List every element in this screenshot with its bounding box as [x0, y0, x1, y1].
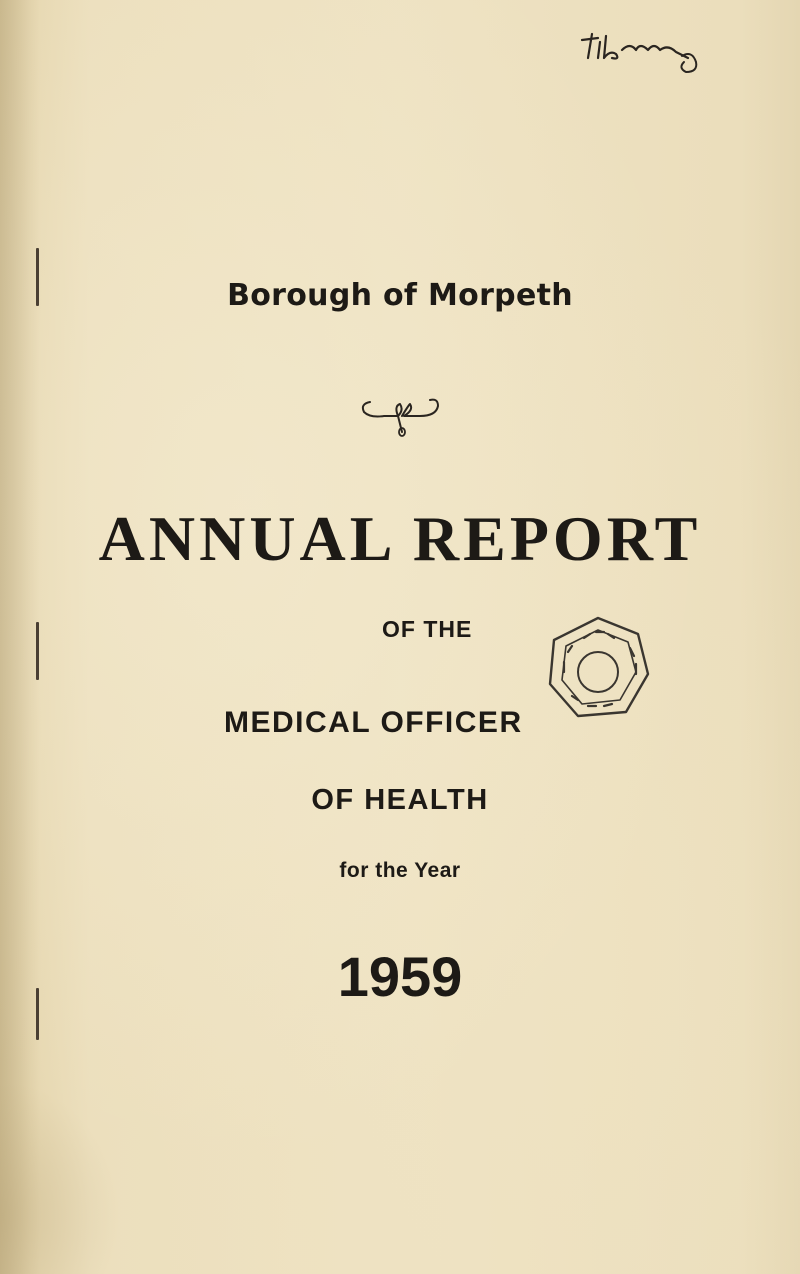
- staple-middle: [36, 622, 39, 680]
- of-the-label: OF THE: [382, 616, 473, 642]
- report-heading: ANNUAL REPORT: [98, 503, 702, 574]
- library-stamp-icon: [542, 612, 654, 724]
- handwritten-note-icon: [578, 28, 708, 76]
- paper-stain: [0, 1080, 120, 1274]
- of-health-label: OF HEALTH: [311, 784, 489, 816]
- for-the-year-label: for the Year: [339, 859, 461, 882]
- medical-officer-label: MEDICAL OFFICER: [224, 706, 523, 739]
- report-year: 1959: [337, 945, 463, 1008]
- borough-name: Borough of Morpeth: [227, 278, 573, 313]
- scroll-flourish-icon: [358, 388, 444, 438]
